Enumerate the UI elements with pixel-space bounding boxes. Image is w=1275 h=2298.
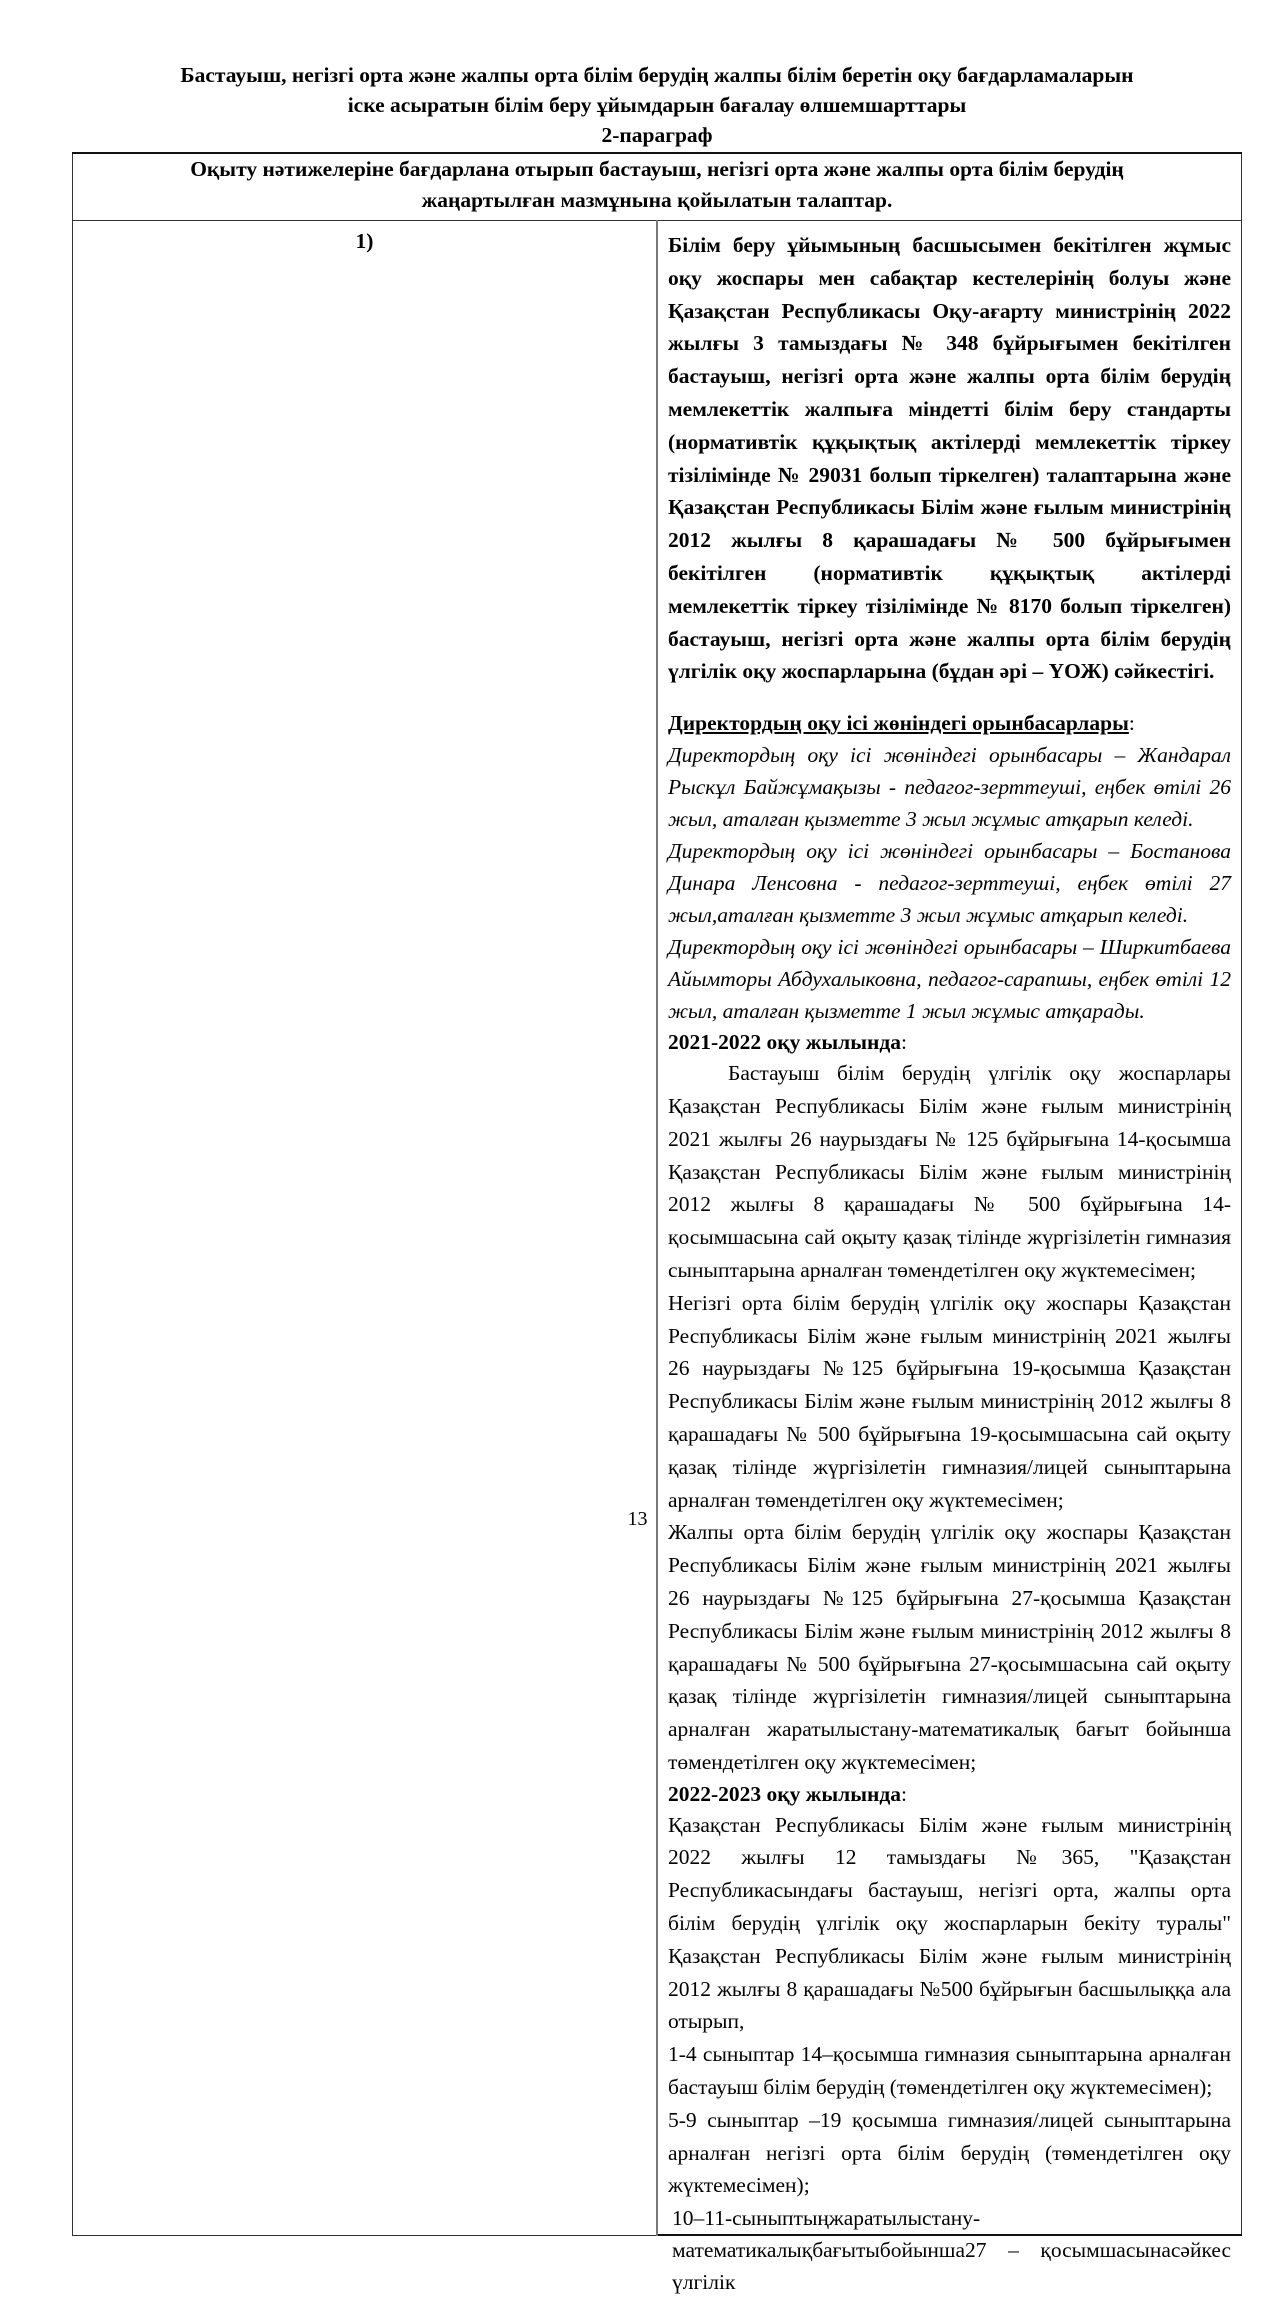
- year-heading-2022: [668, 1779, 1231, 1809]
- table-header-row: [73, 153, 1242, 221]
- paragraph: 5-9 сыныптар –19 қосымша гимназия/лицей сыныптарына арналған негізгі орта білім берудің (төмендетілген оқу жүктемесімен);: [668, 2107, 1231, 2198]
- paragraph: 1-4 сыныптар 14–қосымша гимназия сыныптарына арналған бастауыш білім берудің (төмендетілген оқу жүктемесімен);: [668, 2042, 1231, 2100]
- title-line-2: іске асыратын білім беру ұйымдарын бағалау өлшемшарттары: [347, 93, 967, 117]
- section-label: 2-параграф: [601, 123, 713, 147]
- requirement-text: Білім беру ұйымының басшысымен бекітілген жұмыс оқу жоспары мен сабақтар кестелерінің болуы және Қазақстан Республикасы Оқу-ағарту министрінің 2022 жылғы 3 тамыздағы № 348 бұйрығымен бекітілген бастауыш, негізгі орта және жалпы орта білім берудің мемлекеттік жалпыға міндетті білім беру стандарты (нормативтік құқықтық актілерді мемлекеттік тіркеу тізілімінде № 29031 болып тіркелген) талаптарына және Қазақстан Республикасы Білім және ғылым министрінің 2012 жылғы 8 қарашадағы № 500 бұйрығымен бекітілген (нормативтік құқықтық актілерді мемлекеттік тіркеу тізілімінде № 8170 болып тіркелген) бастауыш, негізгі орта және жалпы орта білім берудің үлгілік оқу жоспарларына (бұдан әрі – ҮОЖ) сәйкестігі.: [668, 233, 1231, 684]
- year-heading-colon: :: [901, 1030, 908, 1055]
- deputies-heading-colon: :: [1128, 711, 1135, 736]
- deputy-entry: Директордың оқу ісі жөніндегі орынбасары – Жандарал Рыскұл Байжұмақызы - педагог-зерттеуші, еңбек өтілі 26 жыл, аталған қызметте 3 жыл жұмыс атқарып келеді.: [668, 743, 1231, 832]
- row-number: 1): [73, 221, 658, 2236]
- table-row: [73, 221, 1242, 2236]
- document-title: [72, 60, 1242, 150]
- page-number: 13: [627, 1508, 648, 1530]
- table-header-cell: [73, 153, 1242, 221]
- deputies-heading: [668, 708, 1231, 739]
- title-line-1: Бастауыш, негізгі орта және жалпы орта білім берудің жалпы білім беретін оқу бағдарламаларын: [180, 63, 1134, 87]
- year-heading-text: 2022-2023 оқу жылында: [668, 1781, 902, 1806]
- paragraph-truncated: 10–11-сыныптыңжаратылыстану-математикалықбағытыбойынша27 – қосымшасынасәйкес үлгілік: [672, 2206, 1231, 2295]
- year-heading-2021: [668, 1027, 1231, 1057]
- requirements-table: [72, 152, 1242, 2295]
- deputies-heading-text: Директордың оқу ісі жөніндегі орынбасарлары: [668, 711, 1129, 736]
- paragraph: Бастауыш білім берудің үлгілік оқу жоспарлары Қазақстан Республикасы Білім және ғылым министрінің 2021 жылғы 26 наурыздағы № 125 бұйрығына 14-қосымша Қазақстан Республикасы Білім және ғылым министрінің 2012 жылғы 8 қарашадағы № 500 бұйрығына 14-қосымшасына сай оқыту қазақ тілінде жүргізілетін гимназия сыныптарына арналған төмендетілген оқу жүктемесімен;: [668, 1061, 1231, 1282]
- year-heading-colon: :: [901, 1781, 908, 1806]
- paragraph: Негізгі орта білім берудің үлгілік оқу жоспары Қазақстан Республикасы Білім және ғылым министрінің 2021 жылғы 26 наурыздағы №125 бұйрығына 19-қосымша Қазақстан Республикасы Білім және ғылым министрінің 2012 жылғы 8 қарашадағы № 500 бұйрығына 19-қосымшасына сай оқыту қазақ тілінде жүргізілетін гимназия/лицей сыныптарына арналған төмендетілген оқу жүктемесімен;: [668, 1290, 1231, 1512]
- year-heading-text: 2021-2022 оқу жылында: [668, 1030, 902, 1055]
- row-content: [657, 221, 1242, 2295]
- paragraph: Қазақстан Республикасы Білім және ғылым министрінің 2022 жылғы 12 тамыздағы №365, "Қазақстан Республикасындағы бастауыш, негізгі орта, жалпы орта білім берудің үлгілік оқу жоспарларын бекіту туралы" Қазақстан Республикасы Білім және ғылым министрінің 2012 жылғы 8 қарашадағы №500 бұйрығын басшылыққа ала отырып,: [668, 1812, 1231, 2034]
- table-header-line-2: жаңартылған мазмұнына қойылатын талаптар.: [421, 188, 893, 212]
- deputy-entry: Директордың оқу ісі жөніндегі орынбасары – Бостанова Динара Ленсовна - педагог-зерттеуші, еңбек өтілі 27 жыл,аталған қызметте 3 жыл жұмыс атқарып келеді.: [668, 839, 1231, 928]
- table-header-line-1: Оқыту нәтижелеріне бағдарлана отырып бастауыш, негізгі орта және жалпы орта білім берудің: [190, 157, 1124, 181]
- deputy-entry: Директордың оқу ісі жөніндегі орынбасары – Ширкитбаева Айымторы Абдухалыковна, педагог-сарапшы, еңбек өтілі 12 жыл, аталған қызметте 1 жыл жұмыс атқарады.: [668, 935, 1231, 1024]
- paragraph: Жалпы орта білім берудің үлгілік оқу жоспары Қазақстан Республикасы Білім және ғылым министрінің 2021 жылғы 26 наурыздағы №125 бұйрығына 27-қосымша Қазақстан Республикасы Білім және ғылым министрінің 2012 жылғы 8 қарашадағы № 500 бұйрығына 27-қосымшасына сай оқыту қазақ тілінде жүргізілетін гимназия/лицей сыныптарына арналған жаратылыстану-математикалық бағыт бойынша төмендетілген оқу жүктемесімен;: [668, 1520, 1231, 1774]
